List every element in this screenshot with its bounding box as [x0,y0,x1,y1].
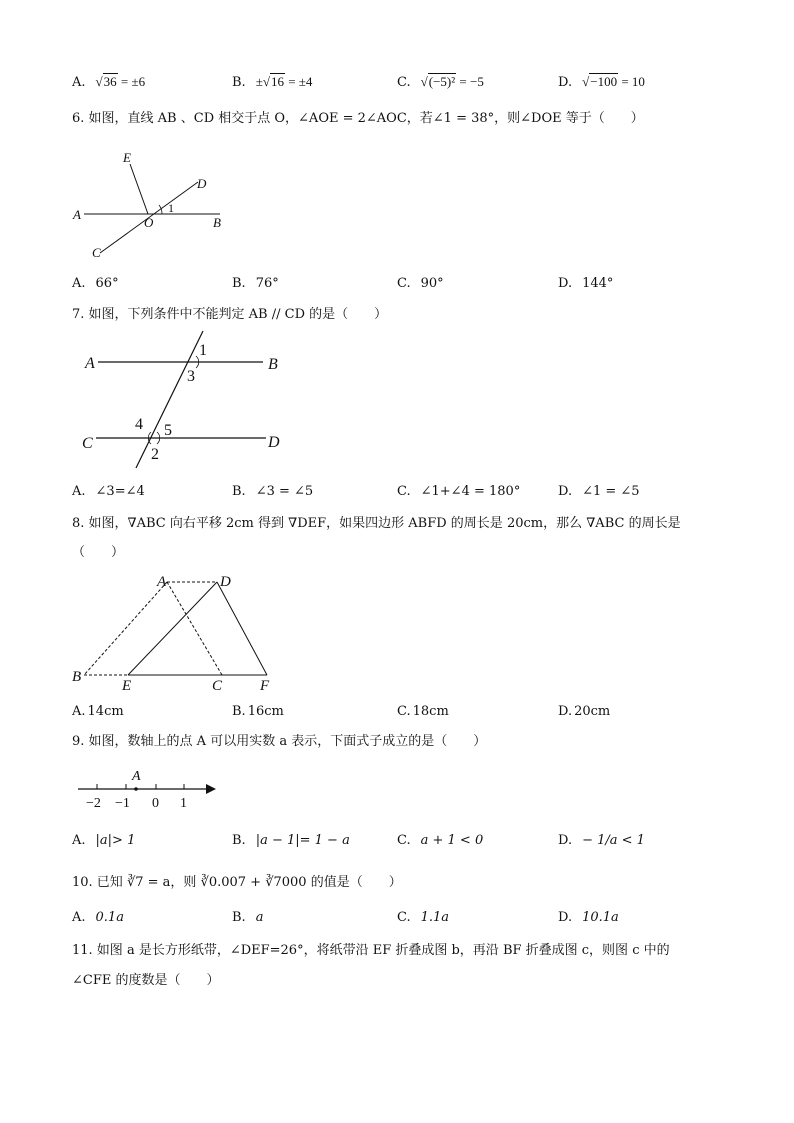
q8-option-a: A. 14cm [72,704,124,719]
q11-stem-line2: ∠CFE 的度数是（ ） [72,973,220,988]
q8-option-d: D. 20cm [558,704,611,719]
q7-label-d: D [268,434,280,451]
q10-option-d: D. 10.1a [558,910,619,925]
q8-label-e: E [122,678,132,694]
q9-tick-label: −1 [115,796,130,811]
q7-option-a: A. ∠3=∠4 [72,484,145,499]
q5-option-d: D. √−100 = 10 [558,74,645,90]
q6-label-b: B [213,215,221,230]
q11-stem-line1: 11. 如图 a 是长方形纸带，∠DEF=26°，将纸带沿 EF 折叠成图 b，再沿 BF 折叠成图 c，则图 c 中的 [72,943,670,958]
q9-number-line [76,765,226,815]
q6-option-c: C. 90° [397,276,444,291]
q8-label-d: D [220,574,231,590]
q8-option-c: C. 18cm [397,704,449,719]
q9-tick-label: 0 [152,796,159,811]
q6-figure [70,145,240,265]
q10-option-c: C. 1.1a [397,910,450,925]
q8-stem-line2: （ ） [72,545,125,560]
q9-option-b: B. |a − 1|= 1 − a [232,833,350,848]
q8-figure [70,570,290,695]
q10-stem: 10. 已知 ∛7 = a，则 ∛0.007 + ∛7000 的值是（ ） [72,875,402,890]
q6-option-b: B. 76° [232,276,279,291]
q5-option-c: C. √(−5)² = −5 [397,74,484,90]
q8-label-b: B [72,669,82,685]
q9-point-a [134,787,138,791]
q6-label-o: O [144,215,154,230]
q9-stem: 9. 如图，数轴上的点 A 可以用实数 a 表示，下面式子成立的是（ ） [72,734,487,749]
q8-label-c: C [212,678,223,694]
q8-label-f: F [260,678,270,694]
q6-label-a: A [73,207,81,222]
q6-label-c: C [92,245,101,260]
q7-figure [78,328,298,473]
q7-label-2: 2 [151,446,159,463]
q6-stem: 6. 如图，直线 AB 、CD 相交于点 O，∠AOE = 2∠AOC，若∠1 = 38°，则∠DOE 等于（ ） [72,111,644,126]
q6-option-d: D. 144° [558,276,614,291]
q9-tick-label: −2 [86,796,101,811]
q6-label-e: E [123,150,131,165]
q9-option-c: C. a + 1 < 0 [397,833,484,848]
q7-label-1: 1 [199,342,207,359]
q7-label-a: A [85,355,95,372]
q9-tick-label: 1 [180,796,187,811]
q7-option-c: C. ∠1+∠4 = 180° [397,484,521,499]
q6-option-a: A. 66° [72,276,119,291]
q7-label-4: 4 [135,416,143,433]
q7-stem: 7. 如图，下列条件中不能判定 AB // CD 的是（ ） [72,307,388,322]
q7-label-c: C [82,435,93,452]
q10-option-a: A. 0.1a [72,910,124,925]
q9-label-a: A [132,769,141,784]
q8-label-a: A [157,574,167,590]
q7-label-5: 5 [164,422,172,439]
q9-option-d: D. − 1/a < 1 [558,833,645,848]
q6-label-1: 1 [168,201,174,215]
q9-option-a: A. |a|> 1 [72,833,136,848]
q5-option-a: A. √36 = ±6 [72,74,146,90]
q7-option-d: D. ∠1 = ∠5 [558,484,640,499]
q7-label-b: B [268,356,278,373]
q10-option-b: B. a [232,910,264,925]
q6-label-d: D [197,176,207,191]
q7-label-3: 3 [187,368,195,385]
q8-stem-line1: 8. 如图，∇ABC 向右平移 2cm 得到 ∇DEF，如果四边形 ABFD 的周长是 20cm，那么 ∇ABC 的周长是 [72,516,681,531]
q5-option-b: B. ±√16 = ±4 [232,74,313,90]
q7-option-b: B. ∠3 = ∠5 [232,484,314,499]
q8-option-b: B. 16cm [232,704,284,719]
